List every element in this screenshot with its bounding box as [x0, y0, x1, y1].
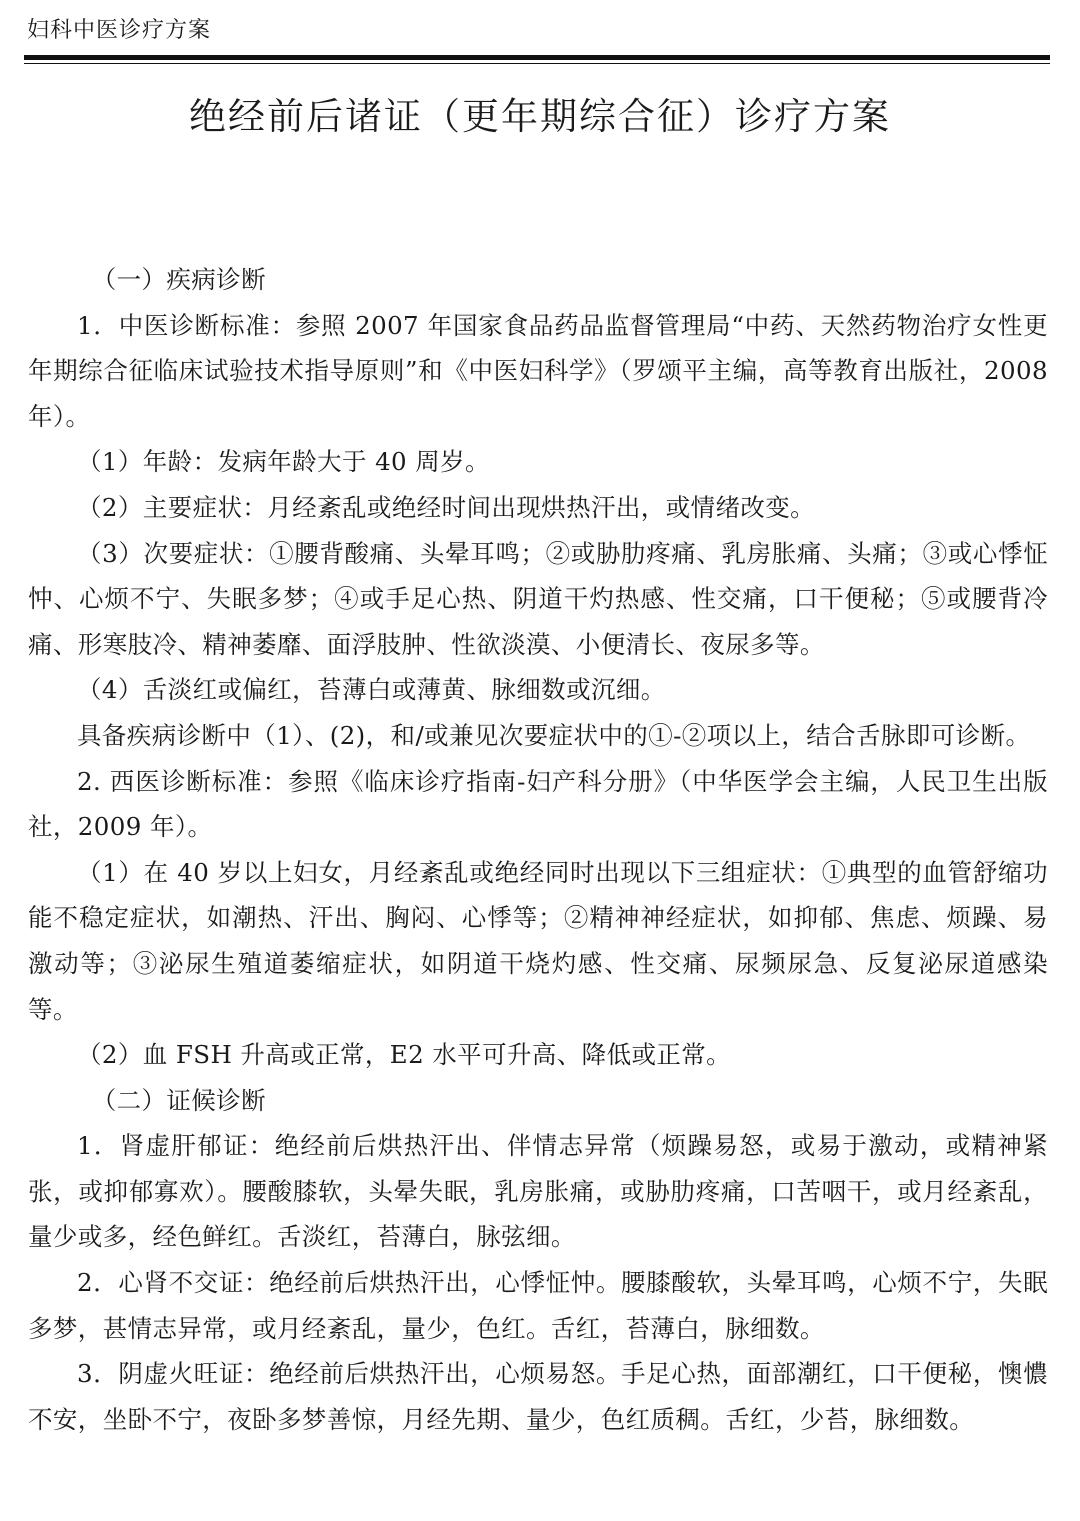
header-rule-thin: [24, 63, 1050, 64]
header-rule-thick: [24, 55, 1050, 60]
diagnosis-rule: 具备疾病诊断中（1）、(2)，和/或兼见次要症状中的①-②项以上，结合舌脉即可诊断。: [77, 720, 1031, 750]
criterion-tongue-pulse: （4）舌淡红或偏红，苔薄白或薄黄、脉细数或沉细。: [77, 675, 666, 705]
western-criterion-symptoms: （1）在 40 岁以上妇女，月经紊乱或绝经同时出现以下三组症状：①典型的血管舒缩功能不稳定症状，如潮热、汗出、胸闷、心悸等；②精神神经症状，如抑郁、焦虑、烦躁、易激动等；③泌尿生殖道萎缩症状，如阴道干烧灼感、性交痛、尿频尿急、反复泌尿道感染等。: [28, 857, 1048, 1024]
document-title: 绝经前后诸证（更年期综合征）诊疗方案: [189, 95, 891, 138]
section-heading-disease-diagnosis: （一）疾病诊断: [91, 265, 266, 294]
criterion-main-symptoms: （2）主要症状：月经紊乱或绝经时间出现烘热汗出，或情绪改变。: [77, 492, 816, 522]
syndrome-yin-deficiency: 3．阴虚火旺证：绝经前后烘热汗出，心烦易怒。手足心热，面部潮红，口干便秘，懊憹不安，坐卧不宁，夜卧多梦善惊，月经先期、量少，色红质稠。舌红，少苔，脉细数。: [28, 1359, 1048, 1434]
western-criterion-hormones: （2）血 FSH 升高或正常，E2 水平可升高、降低或正常。: [77, 1040, 732, 1070]
running-header: 妇科中医诊疗方案: [27, 18, 212, 43]
document-body: [28, 257, 1048, 1442]
section-heading-syndrome-diagnosis: （二）证候诊断: [91, 1085, 266, 1115]
criterion-age: （1）年龄：发病年龄大于 40 周岁。: [77, 447, 490, 477]
criterion-secondary-symptoms: （3）次要症状：①腰背酸痛、头晕耳鸣；②或胁肋疼痛、乳房胀痛、头痛；③或心悸怔忡、心烦不宁、失眠多梦；④或手足心热、阴道干灼热感、性交痛，口干便秘；⑤或腰背冷痛、形寒肢冷、精神萎靡、面浮肢肿、性欲淡漠、小便清长、夜尿多等。: [28, 538, 1048, 659]
western-diagnostic-criteria: 2. 西医诊断标准：参照《临床诊疗指南-妇产科分册》（中华医学会主编，人民卫生出版社，2009 年）。: [28, 766, 1048, 842]
syndrome-heart-kidney: 2．心肾不交证：绝经前后烘热汗出，心悸怔忡。腰膝酸软，头晕耳鸣，心烦不宁，失眠多梦，甚情志异常，或月经紊乱，量少，色红。舌红，苔薄白，脉细数。: [28, 1268, 1048, 1343]
syndrome-kidney-liver: 1．肾虚肝郁证：绝经前后烘热汗出、伴情志异常（烦躁易怒，或易于激动，或精神紧张，或抑郁寡欢）。腰酸膝软，头晕失眠，乳房胀痛，或胁肋疼痛，口苦咽干，或月经紊乱，量少或多，经色鲜红。舌淡红，苔薄白，脉弦细。: [28, 1131, 1048, 1252]
tcm-diagnostic-criteria: 1．中医诊断标准：参照 2007 年国家食品药品监督管理局“中药、天然药物治疗女性更年期综合征临床试验技术指导原则”和《中医妇科学》（罗颂平主编，高等教育出版社，2008 年）。: [28, 310, 1048, 431]
